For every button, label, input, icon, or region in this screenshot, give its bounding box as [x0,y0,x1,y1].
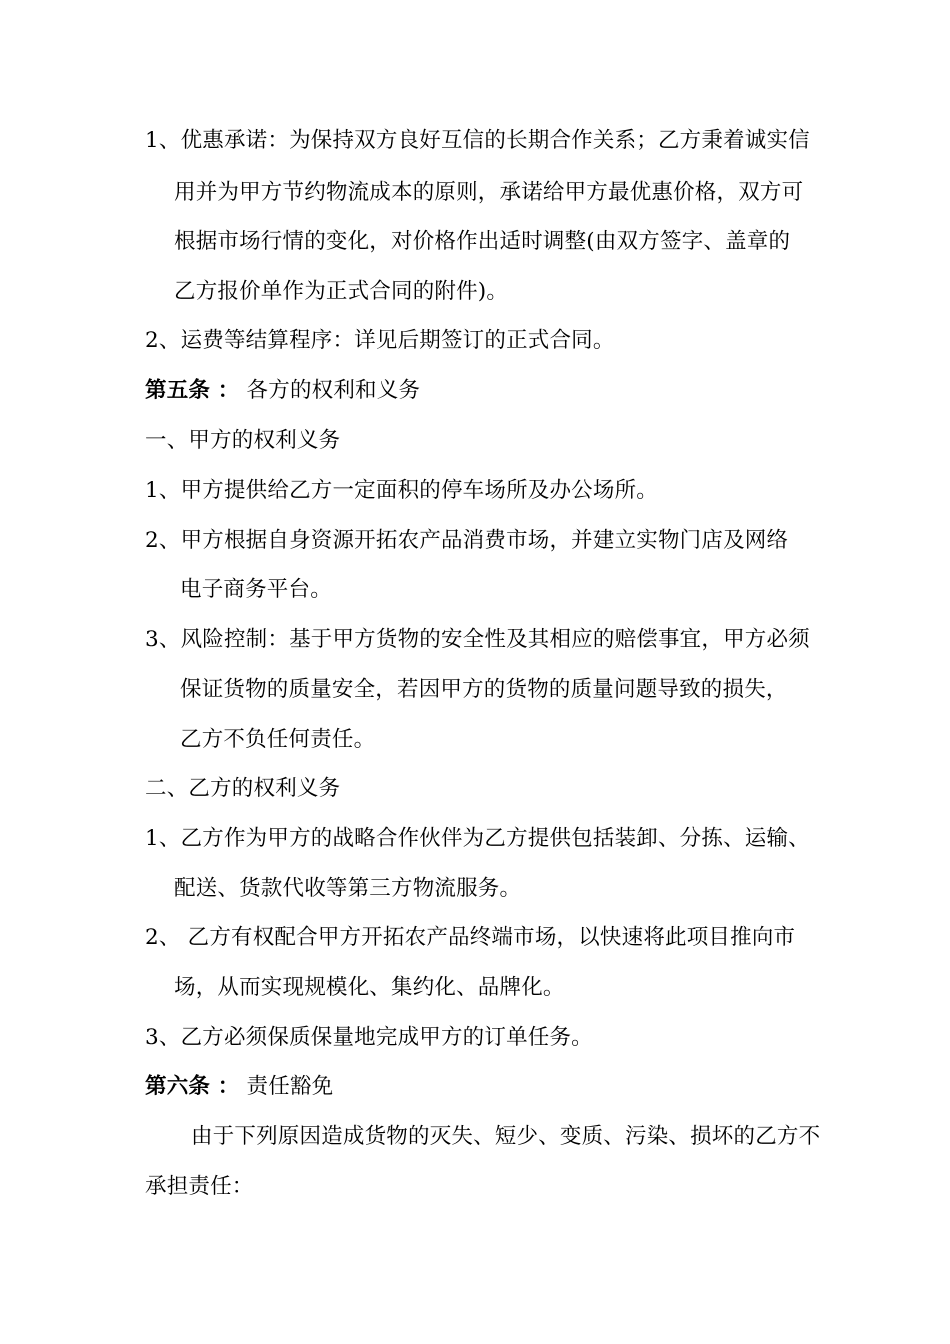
party-b-item-1-line-1: 1、乙方作为甲方的战略合作伙伴为乙方提供包括装卸、分拣、运输、 [145,826,810,851]
clause-1-line-1: 1、优惠承诺：为保持双方良好互信的长期合作关系；乙方秉着诚实信 [145,128,810,153]
party-b-item-2-line-2: 场，从而实现规模化、集约化、品牌化。 [174,975,565,1000]
party-a-item-1: 1、甲方提供给乙方一定面积的停车场所及办公场所。 [145,478,658,503]
exemption-paragraph-line-1: 由于下列原因造成货物的灭失、短少、变质、污染、损坏的乙方不 [191,1124,821,1149]
party-b-item-1-line-2: 配送、货款代收等第三方物流服务。 [174,876,522,901]
party-a-item-2-line-1: 2、甲方根据自身资源开拓农产品消费市场，并建立实物门店及网络 [145,528,789,553]
section-party-a-heading: 一、甲方的权利义务 [145,428,341,453]
article-5-heading [145,378,825,404]
party-a-item-3-line-3: 乙方不负任何责任。 [180,727,376,752]
party-a-item-3-line-2: 保证货物的质量安全，若因甲方的货物的质量问题导致的损失， [180,677,788,702]
clause-1-line-4: 乙方报价单作为正式合同的附件)。 [174,279,509,304]
article-6-label: 第六条 ： [145,1074,240,1099]
clause-2-line-1: 2、运费等结算程序：详见后期签订的正式合同。 [145,328,615,353]
section-party-b-heading: 二、乙方的权利义务 [145,776,341,801]
exemption-paragraph-line-2: 承担责任： [145,1174,254,1199]
party-a-item-2-line-2: 电子商务平台。 [180,577,332,602]
article-5-label: 第五条 ： [145,378,240,403]
party-b-item-2-line-1: 2、 乙方有权配合甲方开拓农产品终端市场，以快速将此项目推向市 [145,925,796,950]
article-5-title: 各方的权利和义务 [246,378,421,403]
article-6-title: 责任豁免 [246,1074,334,1099]
article-6-heading [145,1074,825,1100]
clause-1-line-2: 用并为甲方节约物流成本的原则，承诺给甲方最优惠价格，双方可 [174,180,804,205]
clause-1-line-3: 根据市场行情的变化，对价格作出适时调整(由双方签字、盖章的 [174,229,791,254]
party-a-item-3-line-1: 3、风险控制：基于甲方货物的安全性及其相应的赔偿事宜，甲方必须 [145,627,810,652]
party-b-item-3: 3、乙方必须保质保量地完成甲方的订单任务。 [145,1025,593,1050]
